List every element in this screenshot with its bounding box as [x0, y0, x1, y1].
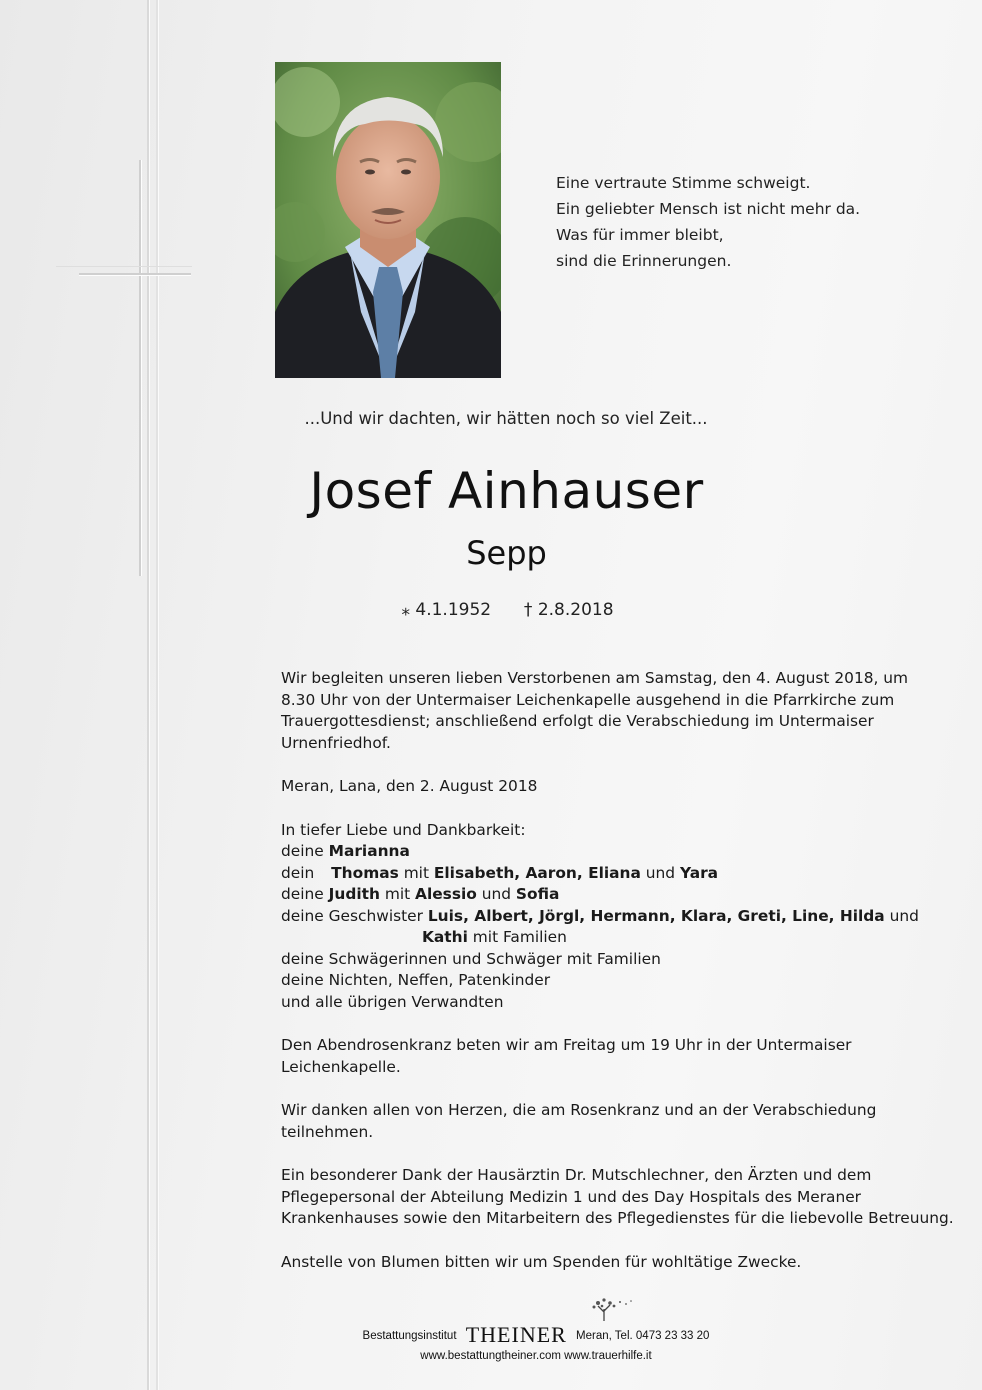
death-cross-icon: †	[523, 600, 533, 620]
decorative-line	[56, 266, 192, 267]
portrait-image	[275, 62, 501, 378]
tree-logo-icon	[578, 1297, 638, 1323]
funeral-announcement: Wir begleiten unseren lieben Verstorbenen am Samstag, den 4. August 2018, um 8.30 Uhr von der Untermaiser Leichenkapelle ausgehend in die Pfarrkirche zum Trauergottesdienst; anschließend erfolgt die Verabschiedung im Untermaiser Urnenfriedhof.	[281, 669, 909, 752]
mourner-line: und alle übrigen Verwandten	[281, 992, 504, 1011]
place-date: Meran, Lana, den 2. August 2018	[281, 777, 538, 795]
rosary-notice: Den Abendrosenkranz beten wir am Freitag um 19 Uhr in der Untermaiser Leichenkapelle.	[281, 1036, 852, 1076]
mourner-line: Kathi mit Familien	[422, 928, 567, 946]
flowers-notice: Anstelle von Blumen bitten wir um Spenden für wohltätige Zwecke.	[281, 1252, 802, 1271]
mourner-line: deine Marianna	[281, 842, 410, 860]
quote-line: Eine vertraute Stimme schweigt.	[556, 174, 811, 192]
thanks-notice: Wir danken allen von Herzen, die am Rosenkranz und an der Verabschiedung teilnehmen.	[281, 1101, 877, 1141]
funeral-home-brand: THEINER	[465, 1322, 567, 1347]
quote-line: Ein geliebter Mensch ist nicht mehr da.	[556, 200, 861, 218]
obituary-body	[281, 668, 954, 1295]
footer-contact: Meran, Tel. 0473 23 33 20	[576, 1330, 710, 1342]
quote-line: sind die Erinnerungen.	[556, 252, 732, 270]
mourner-line: dein Thomas mit Elisabeth, Aaron, Eliana und Yara	[281, 863, 719, 882]
quote-line: Was für immer bleibt,	[556, 226, 724, 244]
memorial-subline: ...Und wir dachten, wir hätten noch so viel Zeit...	[304, 409, 708, 428]
death-date: 2.8.2018	[537, 600, 614, 620]
footer-prefix: Bestattungsinstitut	[362, 1330, 457, 1342]
deceased-name: Josef Ainhauser	[309, 462, 704, 520]
birth-date: 4.1.1952	[415, 600, 492, 620]
mourner-line: deine Judith mit Alessio und Sofia	[281, 885, 560, 903]
life-dates	[0, 600, 982, 620]
cross-icon-horizontal	[79, 273, 191, 275]
decorative-line	[147, 0, 149, 1390]
memorial-quote	[556, 170, 860, 274]
funeral-home-footer	[0, 1322, 982, 1362]
special-thanks-notice: Ein besonderer Dank der Hausärztin Dr. Mutschlechner, den Ärzten und dem Pflegepersonal der Abteilung Medizin 1 und des Day Hospitals des Meraner Krankenhauses sowie den Mitarbeitern des Pflegedienstes für die liebevolle Betreuung.	[281, 1166, 954, 1227]
deceased-nickname: Sepp	[466, 534, 547, 572]
decorative-line	[156, 0, 158, 1390]
mourner-line: deine Geschwister Luis, Albert, Jörgl, Hermann, Klara, Greti, Line, Hilda und	[281, 906, 919, 925]
mourners-list: In tiefer Liebe und Dankbarkeit: deine Marianna dein Thomas mit Elisabeth, Aaron, Eliana und Yara deine Judith mit Alessio und Sofia deine Geschwister Luis, Albert, Jörgl, Hermann, Klara, Greti, Line, Hilda und Kathi mit Familien deine Schwägerinnen und Schwäger mit Familien deine Nichten, Neffen, Patenkinder und alle übrigen Verwandten	[281, 820, 919, 1011]
portrait-photo	[275, 62, 501, 378]
footer-websites: www.bestattungtheiner.com www.trauerhilfe.it	[420, 1350, 652, 1362]
birth-star-icon: ⁎	[401, 600, 410, 620]
mourner-line: deine Schwägerinnen und Schwäger mit Familien	[281, 949, 661, 968]
mourner-line: deine Nichten, Neffen, Patenkinder	[281, 971, 551, 989]
